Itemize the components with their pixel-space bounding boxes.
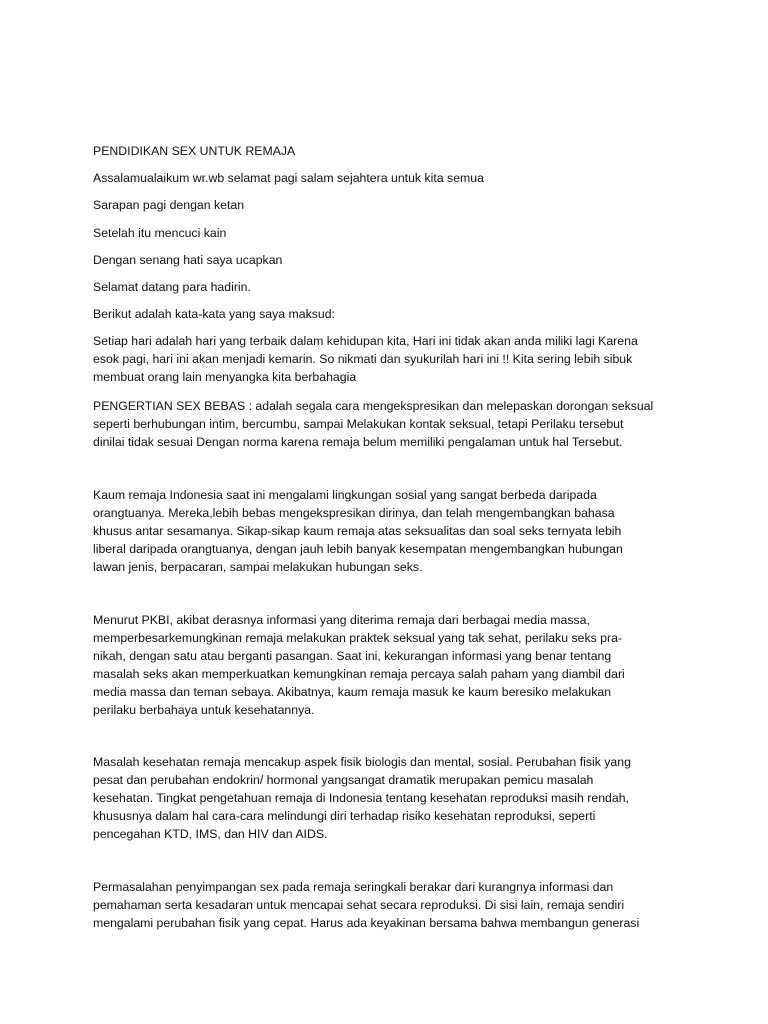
paragraph-line: Kaum remaja Indonesia saat ini mengalami lingkungan sosial yang sangat berbeda daripada [93, 488, 597, 502]
paragraph-line: Permasalahan penyimpangan sex pada remaja seringkali berakar dari kurangnya informasi dan [93, 880, 614, 894]
paragraph-line: memperbesarkemungkinan remaja melakukan praktek seksual yang tak sehat, perilaku seks pra- [93, 631, 623, 645]
definition-line: dinilai tidak sesuai Dengan norma karena remaja belum memiliki pengalaman untuk hal Tersebut. [93, 435, 623, 449]
paragraph-line: lawan jenis, berpacaran, sampai melakukan hubungan seks. [93, 560, 423, 574]
paragraph-line: Setiap hari adalah hari yang terbaik dalam kehidupan kita, Hari ini tidak akan anda miliki lagi Karena [93, 334, 638, 348]
text-line: Berikut adalah kata-kata yang saya maksud: [93, 307, 335, 321]
definition-line: PENGERTIAN SEX BEBAS : adalah segala cara mengekspresikan dan melepaskan dorongan seksual [93, 399, 654, 413]
paragraph-line: khusus antar sesamanya. Sikap-sikap kaum remaja atas seksualitas dan soal seks ternyata lebih [93, 524, 622, 538]
paragraph-line: perilaku berbahaya untuk kesehatannya. [93, 703, 315, 717]
paragraph-line: orangtuanya. Mereka,lebih bebas mengekspresikan dirinya, dan telah mengembangkan bahasa [93, 506, 615, 520]
text-line: Selamat datang para hadirin. [93, 280, 251, 294]
paragraph-line: nikah, dengan satu atau berganti pasangan. Saat ini, kekurangan informasi yang benar tentang [93, 649, 612, 663]
paragraph-line: pemahaman serta kesadaran untuk mencapai sehat secara reproduksi. Di sisi lain, remaja sendiri [93, 898, 625, 912]
paragraph-line: membuat orang lain menyangka kita berbahagia [93, 370, 357, 384]
definition-line: seperti berhubungan intim, bercumbu, sampai Melakukan kontak seksual, tetapi Perilaku tersebut [93, 417, 624, 431]
text-line: Setelah itu mencuci kain [93, 226, 227, 240]
paragraph-line: mengalami perubahan fisik yang cepat. Harus ada keyakinan bersama bahwa membangun generasi [93, 916, 640, 930]
document-title: PENDIDIKAN SEX UNTUK REMAJA [93, 144, 296, 158]
paragraph-line: media massa dan teman sebaya. Akibatnya, kaum remaja masuk ke kaum beresiko melakukan [93, 685, 612, 699]
paragraph-line: khususnya dalam hal cara-cara melindungi diri terhadap risiko kesehatan reproduksi, seperti [93, 809, 596, 823]
text-line: Assalamualaikum wr.wb selamat pagi salam sejahtera untuk kita semua [93, 171, 484, 185]
paragraph-line: Menurut PKBI, akibat derasnya informasi yang diterima remaja dari berbagai media massa, [93, 613, 590, 627]
paragraph-line: masalah seks akan memperkuatkan kemungkinan remaja percaya salah paham yang diambil dari [93, 667, 625, 681]
paragraph-line: pesat dan perubahan endokrin/ hormonal yangsangat dramatik merupakan pemicu masalah [93, 773, 594, 787]
text-line: Dengan senang hati saya ucapkan [93, 253, 283, 267]
paragraph-line: esok pagi, hari ini akan menjadi kemarin. So nikmati dan syukurilah hari ini !! Kita sering lebih sibuk [93, 352, 633, 366]
paragraph-line: pencegahan KTD, IMS, dan HIV dan AIDS. [93, 827, 328, 841]
paragraph-line: liberal daripada orangtuanya, dengan jauh lebih banyak kesempatan mengembangkan hubungan [93, 542, 623, 556]
text-line: Sarapan pagi dengan ketan [93, 198, 245, 212]
paragraph-line: kesehatan. Tingkat pengetahuan remaja di Indonesia tentang kesehatan reproduksi masih rendah, [93, 791, 629, 805]
paragraph-line: Masalah kesehatan remaja mencakup aspek fisik biologis dan mental, sosial. Perubahan fisik yang [93, 755, 631, 769]
